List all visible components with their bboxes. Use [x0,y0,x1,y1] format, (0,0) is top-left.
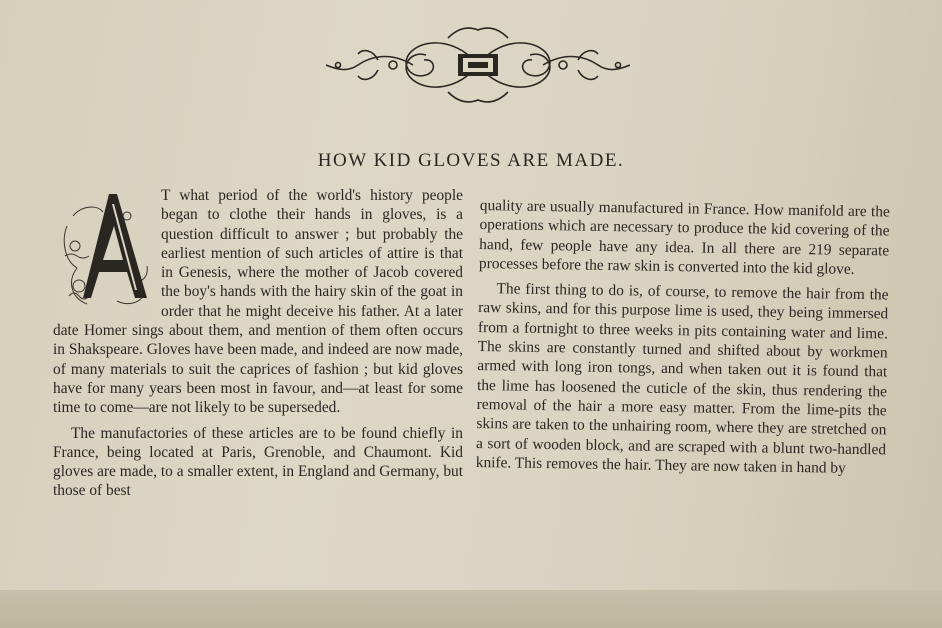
article-title: HOW KID GLOVES ARE MADE. [317,150,625,171]
page-bottom-edge [0,590,942,628]
decorative-scroll-ornament-icon [318,20,638,110]
paragraph-4: The first thing to do is, of course, to remove the hair from the raw skins, and for this purpose lime is used, they being immersed from a fortnight to three weeks in pits containing water and lime. The skins are constantly turned and shifted about by workmen armed with long iron tongs, and when taken out it is found that the lime has loosened the cuticle of the skin, thus rendering the removal of the hair a more easy matter. From the lime-pits the skins are taken to the unhairing room, where they are stretched on a sort of wooden block, and are scraped with a blunt two-handled knife. This removes the hair. They are now taken in hand by [475,280,889,477]
left-column [53,186,463,501]
paragraph-1: T what period of the world's history people began to clothe their hands in gloves, is a question difficult to answer ; but probably the earliest mention of such articles of attire is that in Genesis, where the mother of Jacob covered the boy's hands with the hairy skin of the goat in order that he might deceive his father. At a later date Homer sings about them, and mention of them often occurs in Shakspeare. Gloves have been made, and indeed are now made, of many materials to suit the caprices of fashion ; but kid gloves have for many years been most in favour, and—at least for some time to come—are not likely to be superseded. [53,187,463,417]
illuminated-initial-a-icon [57,186,155,314]
right-column [476,196,890,479]
paragraph-3: quality are usually manufactured in France. How manifold are the operations which are necessary to produce the kid covering of the hand, few people have any idea. In all there are 219 separate processes before the raw skin is converted into the kid glove. [478,196,890,278]
paragraph-2: The manufactories of these articles are to be found chiefly in France, being located at Paris, Grenoble, and Chaumont. Kid gloves are made, to a smaller extent, in England and Germany, but those of best [53,424,463,500]
